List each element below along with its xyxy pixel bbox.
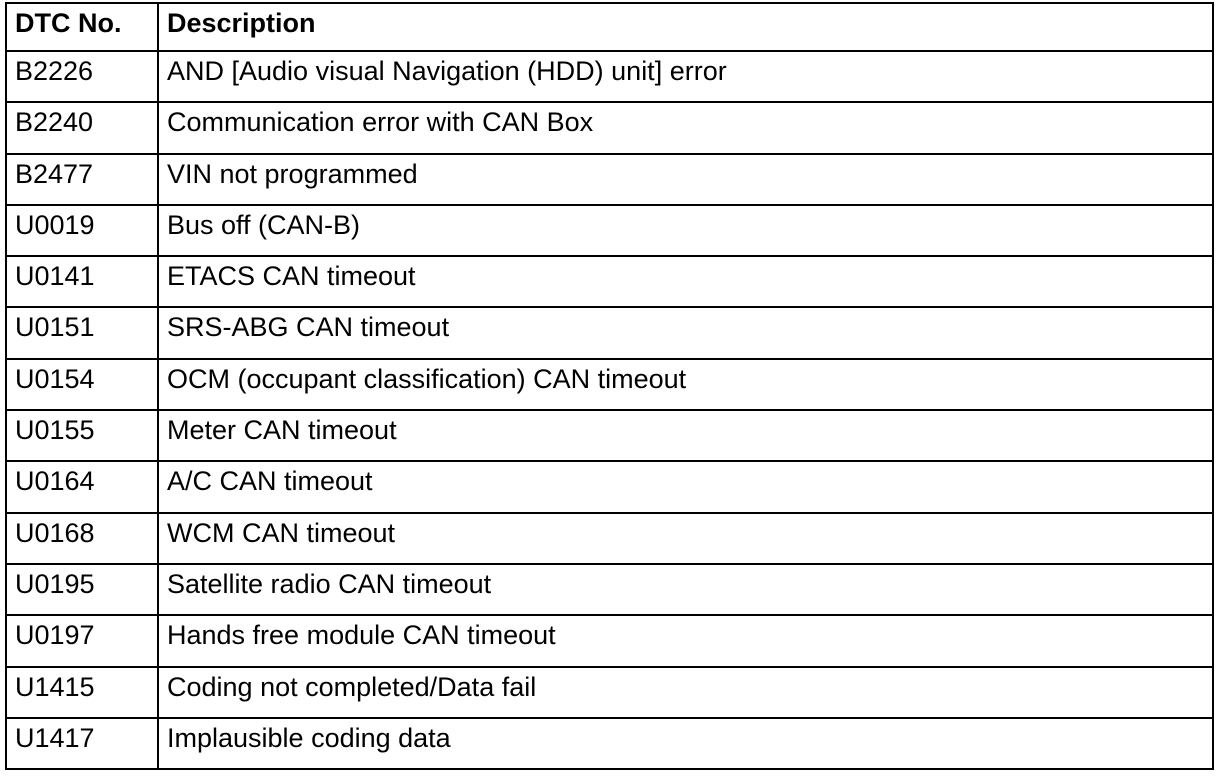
dtc-code-cell: U0151	[6, 307, 158, 358]
dtc-code-cell: U0164	[6, 461, 158, 512]
dtc-description-cell: Satellite radio CAN timeout	[158, 564, 1213, 615]
table-row	[6, 307, 1213, 358]
dtc-code-cell: U1415	[6, 667, 158, 718]
table-row	[6, 513, 1213, 564]
column-header-dtc-no: DTC No.	[6, 3, 158, 51]
table-row	[6, 51, 1213, 102]
table-body	[6, 51, 1213, 769]
column-header-description: Description	[158, 3, 1213, 51]
dtc-description-cell: SRS-ABG CAN timeout	[158, 307, 1213, 358]
dtc-code-cell: U0155	[6, 410, 158, 461]
dtc-description-cell: Meter CAN timeout	[158, 410, 1213, 461]
dtc-code-cell: U0154	[6, 359, 158, 410]
dtc-description-cell: Hands free module CAN timeout	[158, 615, 1213, 666]
table-row	[6, 359, 1213, 410]
dtc-code-cell: B2477	[6, 154, 158, 205]
table-row	[6, 461, 1213, 512]
dtc-description-cell: Communication error with CAN Box	[158, 102, 1213, 153]
dtc-description-cell: ETACS CAN timeout	[158, 256, 1213, 307]
table-row	[6, 667, 1213, 718]
dtc-code-cell: B2240	[6, 102, 158, 153]
dtc-description-cell: WCM CAN timeout	[158, 513, 1213, 564]
dtc-code-cell: U0195	[6, 564, 158, 615]
dtc-code-cell: U0019	[6, 205, 158, 256]
dtc-code-cell: B2226	[6, 51, 158, 102]
table-row	[6, 256, 1213, 307]
table-row	[6, 718, 1213, 769]
table-row	[6, 564, 1213, 615]
dtc-description-cell: Bus off (CAN-B)	[158, 205, 1213, 256]
dtc-code-cell: U0197	[6, 615, 158, 666]
dtc-table	[5, 2, 1214, 770]
table-row	[6, 102, 1213, 153]
dtc-description-cell: VIN not programmed	[158, 154, 1213, 205]
dtc-description-cell: A/C CAN timeout	[158, 461, 1213, 512]
table-row	[6, 154, 1213, 205]
table-header-row	[6, 3, 1213, 51]
dtc-code-cell: U1417	[6, 718, 158, 769]
table-row	[6, 410, 1213, 461]
dtc-description-cell: OCM (occupant classification) CAN timeout	[158, 359, 1213, 410]
dtc-description-cell: Implausible coding data	[158, 718, 1213, 769]
dtc-code-cell: U0141	[6, 256, 158, 307]
table-row	[6, 615, 1213, 666]
dtc-description-cell: Coding not completed/Data fail	[158, 667, 1213, 718]
dtc-code-cell: U0168	[6, 513, 158, 564]
dtc-description-cell: AND [Audio visual Navigation (HDD) unit] error	[158, 51, 1213, 102]
table-row	[6, 205, 1213, 256]
